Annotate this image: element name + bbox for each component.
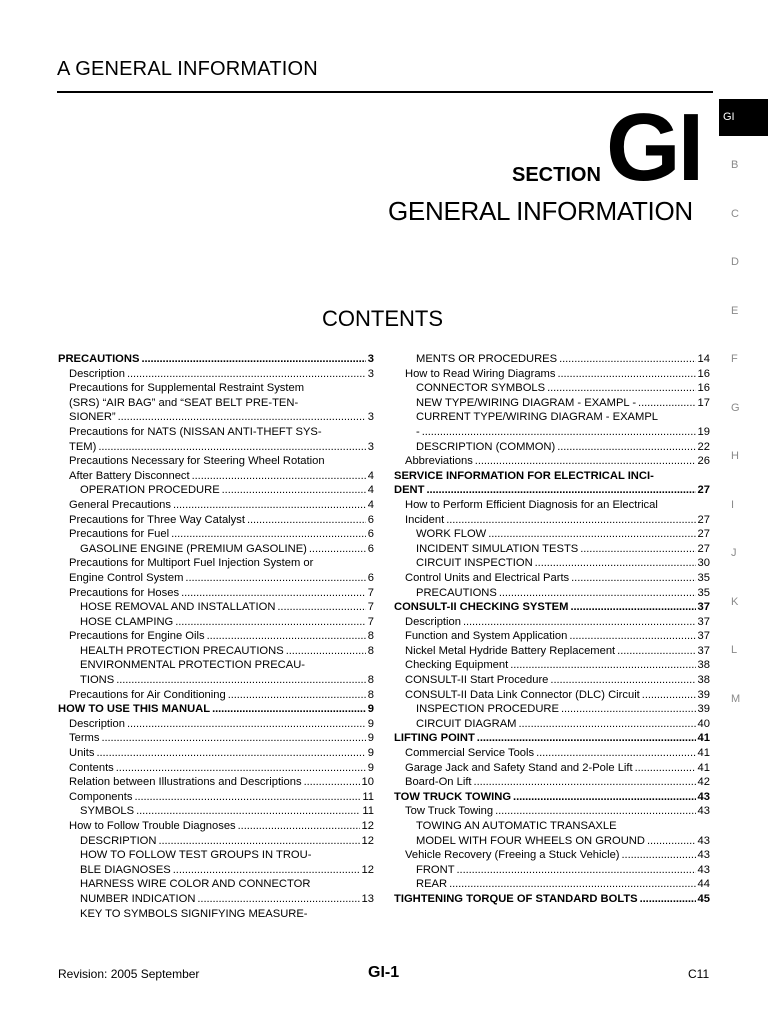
toc-entry-text: SIONER”	[69, 411, 116, 424]
toc-entry[interactable]	[394, 688, 710, 703]
toc-column-left	[58, 352, 374, 921]
toc-page-number: 12	[361, 834, 374, 847]
toc-entry-text: ENVIRONMENTAL PROTECTION PRECAU-	[80, 659, 306, 672]
toc-entry[interactable]	[58, 746, 374, 761]
toc-page-number: 27	[697, 542, 710, 555]
toc-entry-text: PRECAUTIONS	[416, 586, 497, 599]
toc-page-number: 44	[697, 878, 710, 891]
toc-entry-text: CONNECTOR SYMBOLS	[416, 382, 546, 395]
toc-entry[interactable]	[58, 498, 374, 513]
toc-page-number: 22	[697, 440, 710, 453]
toc-entry-text: Precautions for Three Way Catalyst	[69, 513, 245, 526]
toc-entry-text: Precautions for Supplemental Restraint System	[69, 382, 305, 395]
toc-page-number: 37	[697, 644, 710, 657]
toc-leader-dots	[446, 513, 695, 528]
toc-entry[interactable]	[394, 600, 710, 615]
toc-page-number: 43	[697, 790, 710, 803]
toc-page-number: 30	[697, 557, 710, 570]
toc-entry-text: Units	[69, 747, 95, 760]
toc-leader-dots	[116, 761, 366, 776]
toc-leader-dots	[499, 586, 696, 601]
toc-entry-text: How to Perform Efficient Diagnosis for an Electrical	[405, 498, 658, 511]
toc-page-number: 9	[367, 717, 374, 730]
toc-page-number: 43	[697, 834, 710, 847]
toc-entry-text: Precautions for NATS (NISSAN ANTI-THEFT SYS-	[69, 425, 322, 438]
toc-entry[interactable]	[58, 454, 374, 483]
toc-entry-text: Contents	[69, 761, 114, 774]
section-tab[interactable]: D	[731, 256, 739, 268]
toc-entry-text: Description	[69, 717, 125, 730]
toc-entry[interactable]	[394, 761, 710, 776]
toc-entry[interactable]	[58, 761, 374, 776]
toc-page-number: 45	[697, 892, 710, 905]
footer-revision: Revision: 2005 September	[58, 967, 200, 981]
toc-entry-text: Garage Jack and Safety Stand and 2-Pole Lift	[405, 761, 633, 774]
toc-entry[interactable]	[394, 673, 710, 688]
toc-entry[interactable]	[394, 775, 710, 790]
footer-model-code: C11	[688, 967, 710, 981]
toc-entry[interactable]	[58, 688, 374, 703]
toc-entry[interactable]	[58, 629, 374, 644]
toc-entry-text: HEALTH PROTECTION PRECAUTIONS	[80, 644, 284, 657]
toc-page-number: 11	[362, 790, 374, 803]
toc-entry[interactable]	[394, 658, 710, 673]
toc-leader-dots	[228, 688, 366, 703]
toc-leader-dots	[622, 848, 696, 863]
toc-page-number: 17	[697, 396, 710, 409]
toc-entry[interactable]	[58, 586, 374, 601]
section-tab[interactable]: H	[731, 450, 739, 462]
toc-entry-text: Vehicle Recovery (Freeing a Stuck Vehicle)	[405, 849, 620, 862]
toc-entry-text: Precautions for Multiport Fuel Injection System or	[69, 557, 314, 570]
toc-page-number: 43	[697, 863, 710, 876]
toc-leader-dots	[134, 790, 360, 805]
toc-entry[interactable]	[394, 586, 710, 601]
toc-leader-dots	[449, 877, 695, 892]
toc-entry[interactable]	[58, 834, 374, 849]
toc-leader-dots	[175, 615, 366, 630]
toc-page-number: 35	[697, 586, 710, 599]
toc-page-number: 10	[361, 776, 374, 789]
toc-entry[interactable]	[58, 907, 374, 922]
toc-entry-text: Precautions for Hoses	[69, 586, 180, 599]
toc-page-number: 14	[697, 353, 710, 365]
contents-heading: CONTENTS	[322, 306, 443, 331]
toc-entry[interactable]	[58, 556, 374, 585]
toc-entry-text: HOW TO USE THIS MANUAL	[58, 703, 211, 716]
page-footer	[0, 964, 768, 987]
toc-leader-dots	[635, 761, 696, 776]
toc-entry-text: -	[416, 425, 420, 438]
section-tab[interactable]: J	[731, 547, 737, 559]
toc-entry-text: INCIDENT SIMULATION TESTS	[416, 542, 579, 555]
toc-leader-dots	[571, 571, 695, 586]
toc-leader-dots	[642, 688, 696, 703]
toc-entry[interactable]	[394, 892, 710, 907]
toc-entry[interactable]	[394, 542, 710, 557]
toc-entry-text: How to Read Wiring Diagrams	[405, 367, 556, 380]
toc-page-number: 43	[697, 805, 710, 818]
toc-entry-text: Incident	[405, 513, 445, 526]
toc-entry[interactable]	[58, 381, 374, 425]
toc-entry[interactable]	[394, 556, 710, 571]
toc-entry[interactable]	[58, 527, 374, 542]
toc-leader-dots	[97, 746, 366, 761]
toc-page-number: 40	[697, 717, 710, 730]
toc-page-number: 8	[367, 630, 374, 643]
toc-entry-text: REAR	[416, 878, 448, 891]
toc-entry[interactable]	[394, 498, 710, 527]
toc-leader-dots	[474, 775, 696, 790]
toc-entry-text: CURRENT TYPE/WIRING DIAGRAM - EXAMPL	[416, 411, 659, 424]
toc-leader-dots	[192, 469, 366, 484]
toc-page-number: 19	[697, 425, 710, 438]
toc-entry-text: GASOLINE ENGINE (PREMIUM GASOLINE)	[80, 542, 307, 555]
toc-leader-dots	[98, 440, 365, 455]
toc-entry-text: CONSULT-II CHECKING SYSTEM	[394, 601, 569, 614]
toc-page-number: 6	[367, 528, 374, 541]
toc-entry-text: TIONS	[80, 674, 115, 687]
toc-page-number: 39	[697, 688, 710, 701]
toc-entry[interactable]	[58, 790, 374, 805]
section-tab[interactable]: B	[731, 159, 739, 171]
toc-page-number: 38	[697, 674, 710, 687]
toc-entry[interactable]	[394, 571, 710, 586]
toc-entry[interactable]	[58, 658, 374, 687]
toc-leader-dots	[640, 892, 696, 907]
toc-page-number: 9	[367, 703, 374, 716]
toc-page-number: 4	[367, 484, 374, 497]
footer-page-number: GI-1	[368, 964, 400, 981]
toc-entry[interactable]	[394, 527, 710, 542]
toc-leader-dots	[580, 542, 695, 557]
toc-page-number: 8	[367, 688, 374, 701]
toc-entry[interactable]	[394, 819, 710, 848]
toc-page-number: 11	[362, 805, 374, 818]
toc-leader-dots	[141, 352, 365, 367]
toc-entry-text: NUMBER INDICATION	[80, 892, 196, 905]
toc-leader-dots	[536, 746, 695, 761]
toc-leader-dots	[247, 513, 366, 528]
toc-leader-dots	[222, 483, 366, 498]
toc-entry-text: PRECAUTIONS	[58, 353, 140, 365]
toc-page-number: 9	[367, 732, 374, 745]
toc-entry-text: CIRCUIT DIAGRAM	[416, 717, 517, 730]
toc-page-number: 35	[697, 571, 710, 584]
toc-page-number: 4	[367, 469, 374, 482]
toc-leader-dots	[181, 586, 366, 601]
toc-entry-text: CONSULT-II Start Procedure	[405, 674, 549, 687]
toc-entry[interactable]	[58, 513, 374, 528]
toc-entry-text: TOW TRUCK TOWING	[394, 790, 512, 803]
toc-page-number: 4	[367, 498, 374, 511]
toc-entry-text: HARNESS WIRE COLOR AND CONNECTOR	[80, 878, 311, 891]
toc-entry-text: TOWING AN AUTOMATIC TRANSAXLE	[416, 820, 617, 832]
section-subtitle: GENERAL INFORMATION	[388, 196, 693, 226]
toc-page-number: 27	[697, 513, 710, 526]
toc-entry[interactable]	[394, 352, 710, 367]
toc-entry[interactable]	[58, 819, 374, 834]
toc-entry[interactable]	[58, 848, 374, 877]
toc-leader-dots	[185, 571, 365, 586]
toc-leader-dots	[647, 834, 696, 849]
section-code: GI	[606, 94, 702, 201]
toc-entry-text: Function and System Application	[405, 630, 568, 643]
toc-page-number: 16	[697, 367, 710, 380]
toc-page-number: 41	[697, 732, 710, 745]
section-tab[interactable]: F	[731, 353, 738, 365]
toc-entry[interactable]	[394, 746, 710, 761]
toc-entry[interactable]	[394, 469, 710, 498]
section-tab-active[interactable]: GI	[719, 99, 768, 136]
toc-entry[interactable]	[394, 804, 710, 819]
toc-leader-dots	[277, 600, 365, 615]
toc-entry[interactable]	[394, 877, 710, 892]
toc-leader-dots	[116, 673, 366, 688]
toc-leader-dots	[158, 834, 359, 849]
toc-entry-text: Precautions for Fuel	[69, 528, 170, 541]
toc-page-number: 27	[697, 528, 710, 541]
toc-leader-dots	[136, 804, 360, 819]
toc-entry[interactable]	[58, 877, 374, 906]
section-tab[interactable]: E	[731, 304, 739, 317]
toc-entry-text: SYMBOLS	[80, 805, 135, 818]
toc-page-number: 7	[367, 586, 374, 599]
toc-entry-text: LIFTING POINT	[394, 732, 475, 745]
toc-page-number: 39	[697, 703, 710, 716]
toc-entry-text: MODEL WITH FOUR WHEELS ON GROUND	[416, 834, 645, 847]
section-tab[interactable]: G	[731, 401, 740, 414]
toc-leader-dots	[118, 410, 366, 425]
toc-entry-text: Components	[69, 790, 133, 803]
toc-entry[interactable]	[394, 410, 710, 439]
toc-entry[interactable]	[58, 615, 374, 630]
toc-column-right	[394, 352, 710, 907]
toc-leader-dots	[197, 892, 359, 907]
toc-page-number: 9	[367, 747, 374, 760]
toc-entry-text: How to Follow Trouble Diagnoses	[69, 820, 236, 832]
toc-leader-dots	[101, 731, 365, 746]
toc-entry-text: DESCRIPTION	[80, 834, 157, 847]
toc-entry-text: Abbreviations	[405, 455, 473, 468]
toc-leader-dots	[207, 629, 366, 644]
toc-page-number: 7	[367, 615, 374, 628]
toc-entry-text: Engine Control System	[69, 571, 184, 584]
toc-page-number: 12	[361, 820, 374, 832]
toc-page-number: 9	[367, 761, 374, 774]
toc-entry[interactable]	[58, 542, 374, 557]
toc-leader-dots	[127, 367, 366, 382]
toc-entry-text: DENT	[394, 484, 425, 497]
toc-entry-text: BLE DIAGNOSES	[80, 863, 171, 876]
toc-entry-text: NEW TYPE/WIRING DIAGRAM - EXAMPL -	[416, 396, 637, 409]
toc-entry[interactable]	[394, 702, 710, 717]
toc-leader-dots	[171, 527, 366, 542]
header-rule	[57, 91, 713, 93]
toc-leader-dots	[495, 804, 695, 819]
toc-leader-dots	[557, 367, 695, 382]
toc-entry[interactable]	[58, 352, 374, 367]
toc-leader-dots	[561, 702, 696, 717]
toc-entry-text: Nickel Metal Hydride Battery Replacement	[405, 644, 616, 657]
toc-entry-text: INSPECTION PROCEDURE	[416, 703, 559, 716]
toc-entry[interactable]	[394, 731, 710, 746]
toc-page-number: 3	[367, 353, 374, 365]
toc-entry[interactable]	[58, 804, 374, 819]
toc-leader-dots	[238, 819, 360, 834]
toc-entry[interactable]	[58, 644, 374, 659]
toc-leader-dots	[422, 425, 696, 440]
toc-entry-text: Description	[405, 615, 461, 628]
toc-entry-text: DESCRIPTION (COMMON)	[416, 440, 556, 453]
toc-entry-text: Terms	[69, 732, 100, 745]
section-label: SECTION	[512, 164, 601, 186]
toc-entry-text: FRONT	[416, 863, 455, 876]
toc-leader-dots	[617, 644, 695, 659]
toc-page-number: 38	[697, 659, 710, 672]
toc-leader-dots	[569, 629, 695, 644]
toc-leader-dots	[127, 717, 366, 732]
toc-entry[interactable]	[394, 717, 710, 732]
toc-entry[interactable]	[394, 381, 710, 396]
toc-leader-dots	[557, 440, 695, 455]
section-tab[interactable]: L	[731, 644, 738, 656]
toc-entry-text: KEY TO SYMBOLS SIGNIFYING MEASURE-	[80, 907, 308, 920]
toc-page-number: 8	[367, 644, 374, 657]
toc-leader-dots	[426, 483, 695, 498]
toc-page-number: 37	[697, 630, 710, 643]
toc-page-number: 3	[367, 367, 374, 380]
toc-leader-dots	[510, 658, 695, 673]
toc-entry-text: HOW TO FOLLOW TEST GROUPS IN TROU-	[80, 849, 312, 862]
toc-entry-text: CONSULT-II Data Link Connector (DLC) Circuit	[405, 688, 640, 701]
toc-leader-dots	[547, 381, 695, 396]
toc-entry-text: Precautions for Air Conditioning	[69, 688, 226, 701]
toc-entry[interactable]	[58, 600, 374, 615]
toc-entry-text: MENTS OR PROCEDURES	[416, 353, 558, 365]
toc-leader-dots	[457, 863, 696, 878]
toc-page-number: 43	[697, 849, 710, 862]
toc-leader-dots	[475, 454, 696, 469]
toc-leader-dots	[212, 702, 366, 717]
toc-page-number: 7	[367, 601, 374, 614]
toc-entry[interactable]	[394, 848, 710, 863]
toc-leader-dots	[513, 790, 696, 805]
toc-leader-dots	[535, 556, 696, 571]
toc-page-number: 37	[697, 615, 710, 628]
toc-entry[interactable]	[58, 425, 374, 454]
toc-entry[interactable]	[394, 644, 710, 659]
toc-entry-text: Control Units and Electrical Parts	[405, 571, 570, 584]
toc-entry-text: Board-On Lift	[405, 776, 472, 789]
section-tab[interactable]: C	[731, 207, 739, 220]
toc-entry-text: General Precautions	[69, 498, 171, 511]
toc-page-number: 16	[697, 382, 710, 395]
toc-entry-text: After Battery Disconnect	[69, 469, 190, 482]
toc-entry-text: WORK FLOW	[416, 528, 487, 541]
toc-entry[interactable]	[394, 454, 710, 469]
toc-page-number: 26	[697, 455, 710, 468]
section-tab[interactable]: I	[731, 498, 735, 511]
toc-page-number: 8	[367, 674, 374, 687]
toc-entry[interactable]	[394, 396, 710, 411]
toc-entry-text: Relation between Illustrations and Descriptions	[69, 776, 302, 789]
toc-entry-text: Commercial Service Tools	[405, 747, 535, 760]
toc-page-number: 13	[361, 892, 374, 905]
toc-leader-dots	[309, 542, 366, 557]
toc-entry[interactable]	[58, 775, 374, 790]
toc-entry-text: Precautions for Engine Oils	[69, 630, 205, 643]
section-tab[interactable]: M	[731, 692, 741, 705]
toc-page-number: 3	[367, 411, 374, 424]
toc-entry-text: HOSE REMOVAL AND INSTALLATION	[80, 601, 276, 614]
toc-leader-dots	[550, 673, 695, 688]
toc-entry[interactable]	[58, 717, 374, 732]
toc-entry-text: TEM)	[69, 440, 97, 453]
toc-page-number: 42	[697, 776, 710, 789]
toc-page-number: 3	[367, 440, 374, 453]
toc-entry[interactable]	[394, 440, 710, 455]
toc-page-number: 27	[697, 484, 710, 497]
toc-entry[interactable]	[394, 629, 710, 644]
toc-entry-text: Description	[69, 367, 125, 380]
toc-entry[interactable]	[58, 731, 374, 746]
toc-entry[interactable]	[58, 702, 374, 717]
toc-page-number: 6	[367, 513, 374, 526]
toc-page-number: 37	[697, 601, 710, 614]
section-tab[interactable]: K	[731, 595, 739, 608]
toc-page-number: 41	[697, 747, 710, 760]
toc-entry-text: CIRCUIT INSPECTION	[416, 557, 533, 570]
toc-entry[interactable]	[394, 367, 710, 382]
toc-entry[interactable]	[58, 483, 374, 498]
toc-entry[interactable]	[58, 367, 374, 382]
toc-entry-text: Checking Equipment	[405, 659, 509, 672]
toc-leader-dots	[463, 615, 696, 630]
toc-entry[interactable]	[394, 863, 710, 878]
toc-leader-dots	[304, 775, 360, 790]
toc-leader-dots	[488, 527, 695, 542]
toc-leader-dots	[519, 717, 696, 732]
toc-page-number: 12	[361, 863, 374, 876]
toc-entry-text: SERVICE INFORMATION FOR ELECTRICAL INCI-	[394, 469, 654, 482]
toc-leader-dots	[559, 352, 695, 367]
toc-leader-dots	[638, 396, 696, 411]
toc-entry-text: OPERATION PROCEDURE	[80, 484, 220, 497]
toc-leader-dots	[286, 644, 366, 659]
toc-entry-text: Tow Truck Towing	[405, 805, 494, 818]
toc-entry-text: TIGHTENING TORQUE OF STANDARD BOLTS	[394, 892, 638, 905]
toc-leader-dots	[570, 600, 695, 615]
toc-leader-dots	[477, 731, 696, 746]
document-header-title: A GENERAL INFORMATION	[57, 58, 318, 80]
toc-entry-text: HOSE CLAMPING	[80, 615, 174, 628]
toc-page-number: 6	[367, 542, 374, 555]
toc-entry-text: (SRS) “AIR BAG” and “SEAT BELT PRE-TEN-	[69, 396, 299, 409]
toc-leader-dots	[173, 498, 366, 513]
toc-page-number: 6	[367, 571, 374, 584]
toc-leader-dots	[173, 863, 360, 878]
toc-entry-text: Precautions Necessary for Steering Wheel Rotation	[69, 455, 325, 468]
toc-entry[interactable]	[394, 790, 710, 805]
toc-entry[interactable]	[394, 615, 710, 630]
toc-page-number: 41	[697, 761, 710, 774]
